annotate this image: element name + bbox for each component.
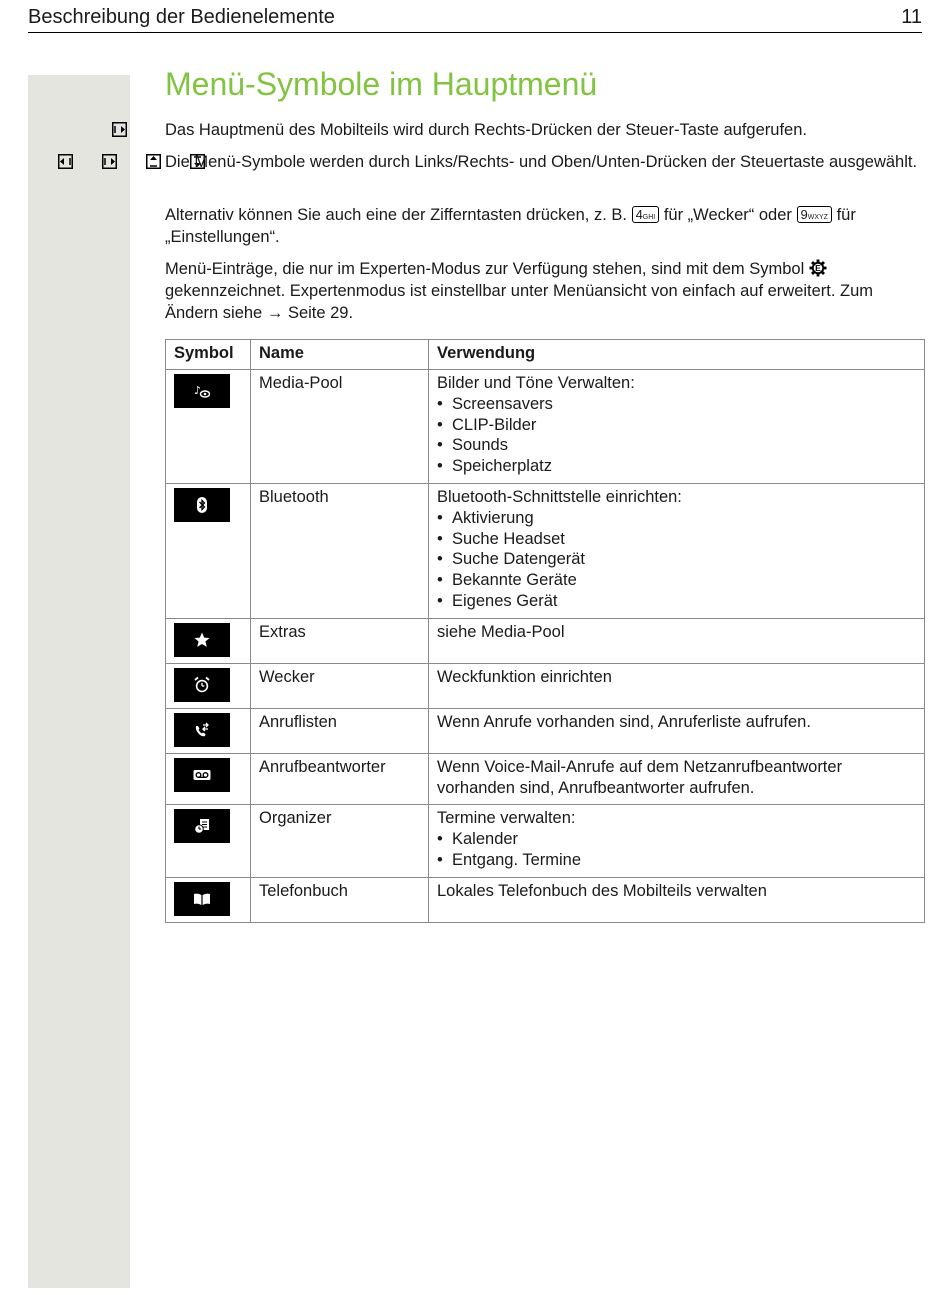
- list-item: • Bekannte Geräte: [437, 570, 916, 591]
- page-header: [28, 6, 922, 33]
- table-row: [166, 753, 925, 805]
- media-pool-icon: [174, 374, 230, 408]
- list-item: • Screensavers: [437, 394, 916, 415]
- column-header-usage: Verwendung: [429, 340, 925, 370]
- usage-list: [437, 829, 916, 871]
- symbol-cell: [166, 370, 251, 484]
- list-item: • Sounds: [437, 435, 916, 456]
- section-title: Menü-Symbole im Hauptmenü: [165, 66, 598, 102]
- list-item: • Entgang. Termine: [437, 850, 916, 871]
- name-cell: Anrufbeantworter: [251, 753, 429, 805]
- name-cell: Anruflisten: [251, 708, 429, 753]
- header-title: Beschreibung der Bedienelemente: [28, 6, 335, 28]
- usage-text: Bluetooth-Schnittstelle einrichten:: [437, 487, 682, 506]
- list-item: • Suche Headset: [437, 529, 916, 550]
- usage-cell: [429, 753, 925, 805]
- list-item: • Aktivierung: [437, 508, 916, 529]
- symbol-cell: [166, 663, 251, 708]
- usage-cell: [429, 663, 925, 708]
- usage-cell: [429, 618, 925, 663]
- list-item: • CLIP-Bilder: [437, 415, 916, 436]
- symbol-cell: [166, 483, 251, 618]
- usage-list: [437, 508, 916, 612]
- symbol-cell: [166, 618, 251, 663]
- usage-text: Bilder und Töne Verwalten:: [437, 374, 635, 392]
- phonebook-icon: [174, 882, 230, 916]
- list-item: • Eigenes Gerät: [437, 591, 916, 612]
- expert-gear-icon: [809, 259, 827, 277]
- table-row: [166, 663, 925, 708]
- margin-sidebar: [28, 75, 130, 1288]
- key-9-icon: [797, 206, 832, 223]
- paragraph-digit-keys: [165, 204, 925, 248]
- gear-letter: E: [814, 263, 821, 274]
- key-left-icon: [58, 154, 73, 169]
- text-segment: Alternativ können Sie auch eine der Zifferntasten drücken, z. B.: [165, 206, 627, 224]
- usage-cell: [429, 483, 925, 618]
- key-right-icon: [112, 122, 127, 137]
- usage-text: Termine verwalten:: [437, 809, 576, 828]
- list-item: • Speicherplatz: [437, 456, 916, 477]
- table-row: [166, 483, 925, 618]
- table-row: [166, 877, 925, 922]
- text-segment: für „Wecker“ oder: [663, 206, 792, 224]
- paragraph-expert-mode: [165, 258, 925, 324]
- name-cell: Extras: [251, 618, 429, 663]
- key-digit: 4: [635, 207, 643, 222]
- svg-text:♪: ♪: [194, 384, 202, 397]
- usage-text: Wenn Voice-Mail-Anrufe auf dem Netzanrufbeantworter vorhanden sind, Anrufbeantworter aufrufen.: [437, 757, 843, 797]
- name-cell: Bluetooth: [251, 483, 429, 618]
- table-row: [166, 708, 925, 753]
- key-4-icon: [632, 206, 660, 223]
- call-list-icon: [174, 713, 230, 747]
- usage-text: Wenn Anrufe vorhanden sind, Anruferliste aufrufen.: [437, 712, 811, 731]
- usage-text: Lokales Telefonbuch des Mobilteils verwalten: [437, 881, 767, 900]
- table-row: [166, 805, 925, 877]
- page-reference[interactable]: Seite 29.: [287, 304, 354, 322]
- page-number: 11: [901, 6, 922, 28]
- star-icon: [174, 623, 230, 657]
- name-cell: Wecker: [251, 663, 429, 708]
- name-cell: Media-Pool: [251, 370, 429, 484]
- table-header-row: [166, 340, 925, 370]
- arrow-right-icon: →: [266, 304, 284, 322]
- menu-symbols-table: [165, 339, 925, 923]
- alarm-clock-icon: [174, 668, 230, 702]
- usage-cell: [429, 877, 925, 922]
- symbol-cell: [166, 877, 251, 922]
- list-item: • Suche Datengerät: [437, 549, 916, 570]
- text-segment: Menü-Einträge, die nur im Experten-Modus zur Verfügung stehen, sind mit dem Symbol: [165, 260, 805, 278]
- usage-text: siehe Media-Pool: [437, 622, 565, 641]
- key-digit: 9: [800, 207, 808, 222]
- symbol-cell: [166, 708, 251, 753]
- usage-cell: [429, 708, 925, 753]
- key-up-icon: [146, 154, 161, 169]
- paragraph-main-menu: Das Hauptmenü des Mobilteils wird durch Rechts-Drücken der Steuer-Taste aufgerufen.: [165, 121, 807, 139]
- column-header-name: Name: [251, 340, 429, 370]
- table-row: [166, 618, 925, 663]
- organizer-icon: [174, 809, 230, 843]
- usage-cell: [429, 805, 925, 877]
- symbol-cell: [166, 753, 251, 805]
- symbol-cell: [166, 805, 251, 877]
- key-right-icon: [102, 154, 117, 169]
- name-cell: Organizer: [251, 805, 429, 877]
- usage-cell: [429, 370, 925, 484]
- paragraph-navigation: Die Menü-Symbole werden durch Links/Rechts- und Oben/Unten-Drücken der Steuertaste ausgewählt.: [165, 153, 918, 171]
- name-cell: Telefonbuch: [251, 877, 429, 922]
- key-letters: GHI: [642, 214, 656, 221]
- voicemail-icon: [174, 758, 230, 792]
- table-row: [166, 370, 925, 484]
- usage-text: Weckfunktion einrichten: [437, 667, 612, 686]
- text-segment: für „Einstellungen“.: [165, 206, 856, 246]
- bluetooth-icon: [174, 488, 230, 522]
- column-header-symbol: Symbol: [166, 340, 251, 370]
- usage-list: [437, 394, 916, 477]
- list-item: • Kalender: [437, 829, 916, 850]
- text-segment: gekennzeichnet. Expertenmodus ist einstellbar unter Menüansicht von einfach auf erweitert. Zum Ändern siehe: [165, 282, 874, 322]
- key-letters: WXYZ: [807, 214, 828, 221]
